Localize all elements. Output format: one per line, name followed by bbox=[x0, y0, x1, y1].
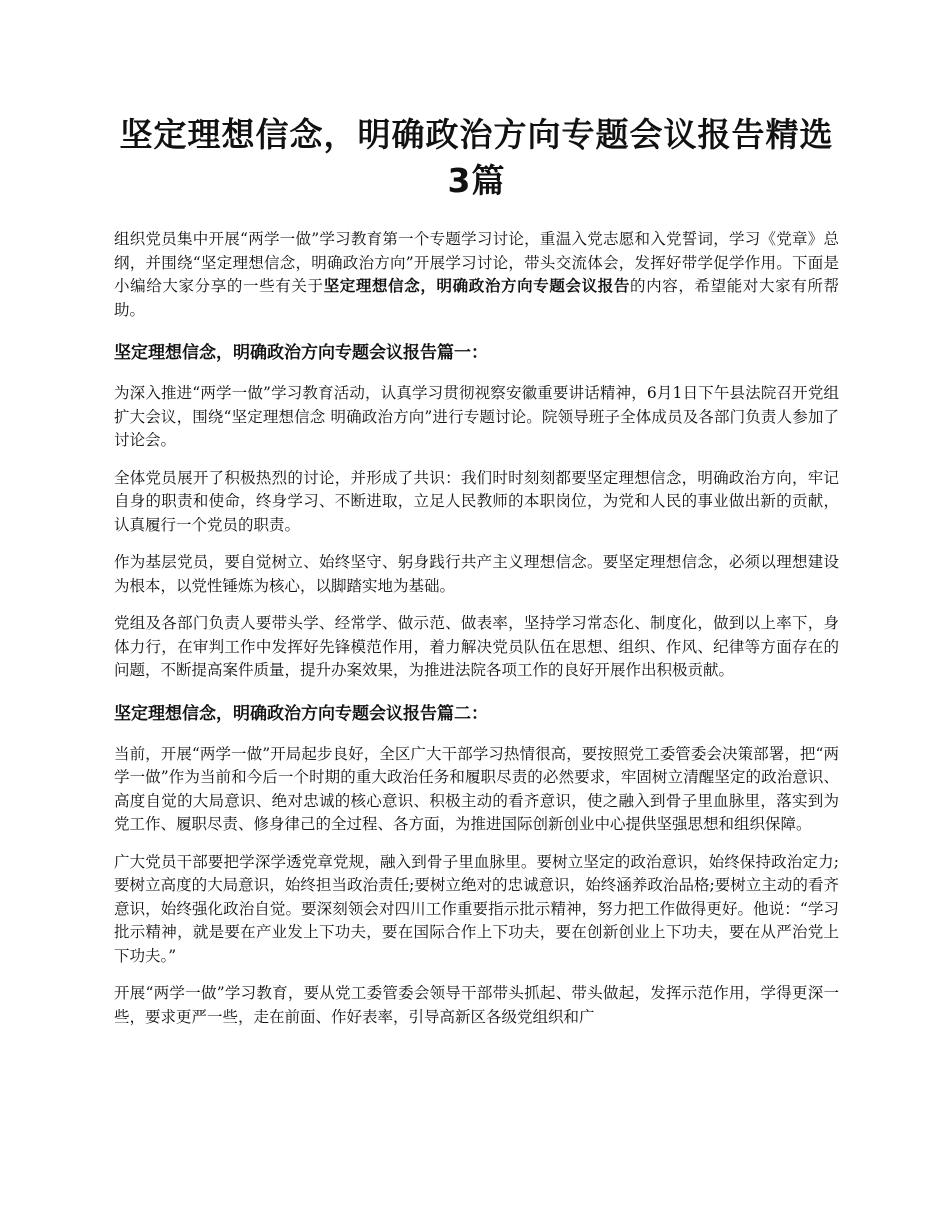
paragraph: 党组及各部门负责人要带头学、经常学、做示范、做表率，坚持学习常态化、制度化，做到以上率下，身体力行，在审判工作中发挥好先锋模范作用，着力解决党员队伍在思想、组织、作风、纪律等方面存在的问题，不断提高案件质量，提升办案效果，为推进法院各项工作的良好开展作出积极贡献。 bbox=[114, 614, 839, 679]
paragraph: 开展“两学一做”学习教育，要从党工委管委会领导干部带头抓起、带头做起，发挥示范作用，学得更深一些，要求更严一些，走在前面、作好表率，引导高新区各级党组织和广 bbox=[114, 984, 839, 1026]
paragraph: 当前，开展“两学一做”开局起步良好，全区广大干部学习热情很高，要按照党工委管委会决策部署，把“两学一做”作为当前和今后一个时期的重大政治任务和履职尽责的必然要求，牢固树立清醒坚定的政治意识、高度自觉的大局意识、绝对忠诚的核心意识、积极主动的看齐意识，使之融入到骨子里血脉里，落实到为党工作、履职尽责、修身律己的全过程、各方面，为推进国际创新创业中心提供坚强思想和组织保障。 bbox=[114, 744, 839, 833]
paragraph: 广大党员干部要把学深学透党章党规，融入到骨子里血脉里。要树立坚定的政治意识，始终保持政治定力;要树立高度的大局意识，始终担当政治责任;要树立绝对的忠诚意识，始终涵养政治品格;要树立主动的看齐意识，始终强化政治自觉。要深刻领会对四川工作重要指示批示精神，努力把工作做得更好。他说：“学习批示精神，就是要在产业发上下功夫，要在国际合作上下功夫，要在创新创业上下功夫，要在从严治党上下功夫。” bbox=[114, 852, 839, 965]
intro-paragraph bbox=[114, 228, 839, 322]
section-heading: 坚定理想信念，明确政治方向专题会议报告篇二： bbox=[114, 703, 488, 724]
intro-bold-text: 坚定理想信念，明确政治方向专题会议报告 bbox=[323, 277, 630, 295]
document-page bbox=[114, 112, 839, 1043]
section-1 bbox=[114, 340, 839, 683]
intro-text: 组织党员集中开展“两学一做”学习教育第一个专题学习讨论，重温入党志愿和入党誓词，学习《党章》总纲，并围绕“坚定理想信念，明确政治方向”开展学习讨论，带头交流体会，发挥好带学促学作用。下面是小编给大家分享的一些有关于 bbox=[114, 230, 839, 295]
document-title: 坚定理想信念，明确政治方向专题会议报告精选3篇 bbox=[119, 115, 834, 200]
paragraph: 作为基层党员，要自觉树立、始终坚守、躬身践行共产主义理想信念。要坚定理想信念，必须以理想建设为根本，以党性锤炼为核心，以脚踏实地为基础。 bbox=[114, 553, 839, 595]
section-heading: 坚定理想信念，明确政治方向专题会议报告篇一： bbox=[114, 343, 488, 363]
paragraph: 全体党员展开了积极热烈的讨论，并形成了共识：我们时时刻刻都要坚定理想信念，明确政治方向，牢记自身的职责和使命，终身学习、不断进取，立足人民教师的本职岗位，为党和人民的事业做出新的贡献，认真履行一个党员的职责。 bbox=[114, 468, 839, 534]
intro-text-end: 的内容，希望能对大家有所帮助。 bbox=[114, 277, 839, 319]
paragraph: 为深入推进“两学一做”学习教育活动，认真学习贯彻视察安徽重要讲话精神，6月1日下午县法院召开党组扩大会议，围绕“坚定理想信念 明确政治方向”进行专题讨论。院领导班子全体成员及各部门负责人参加了讨论会。 bbox=[114, 384, 839, 449]
section-2 bbox=[114, 701, 839, 1030]
